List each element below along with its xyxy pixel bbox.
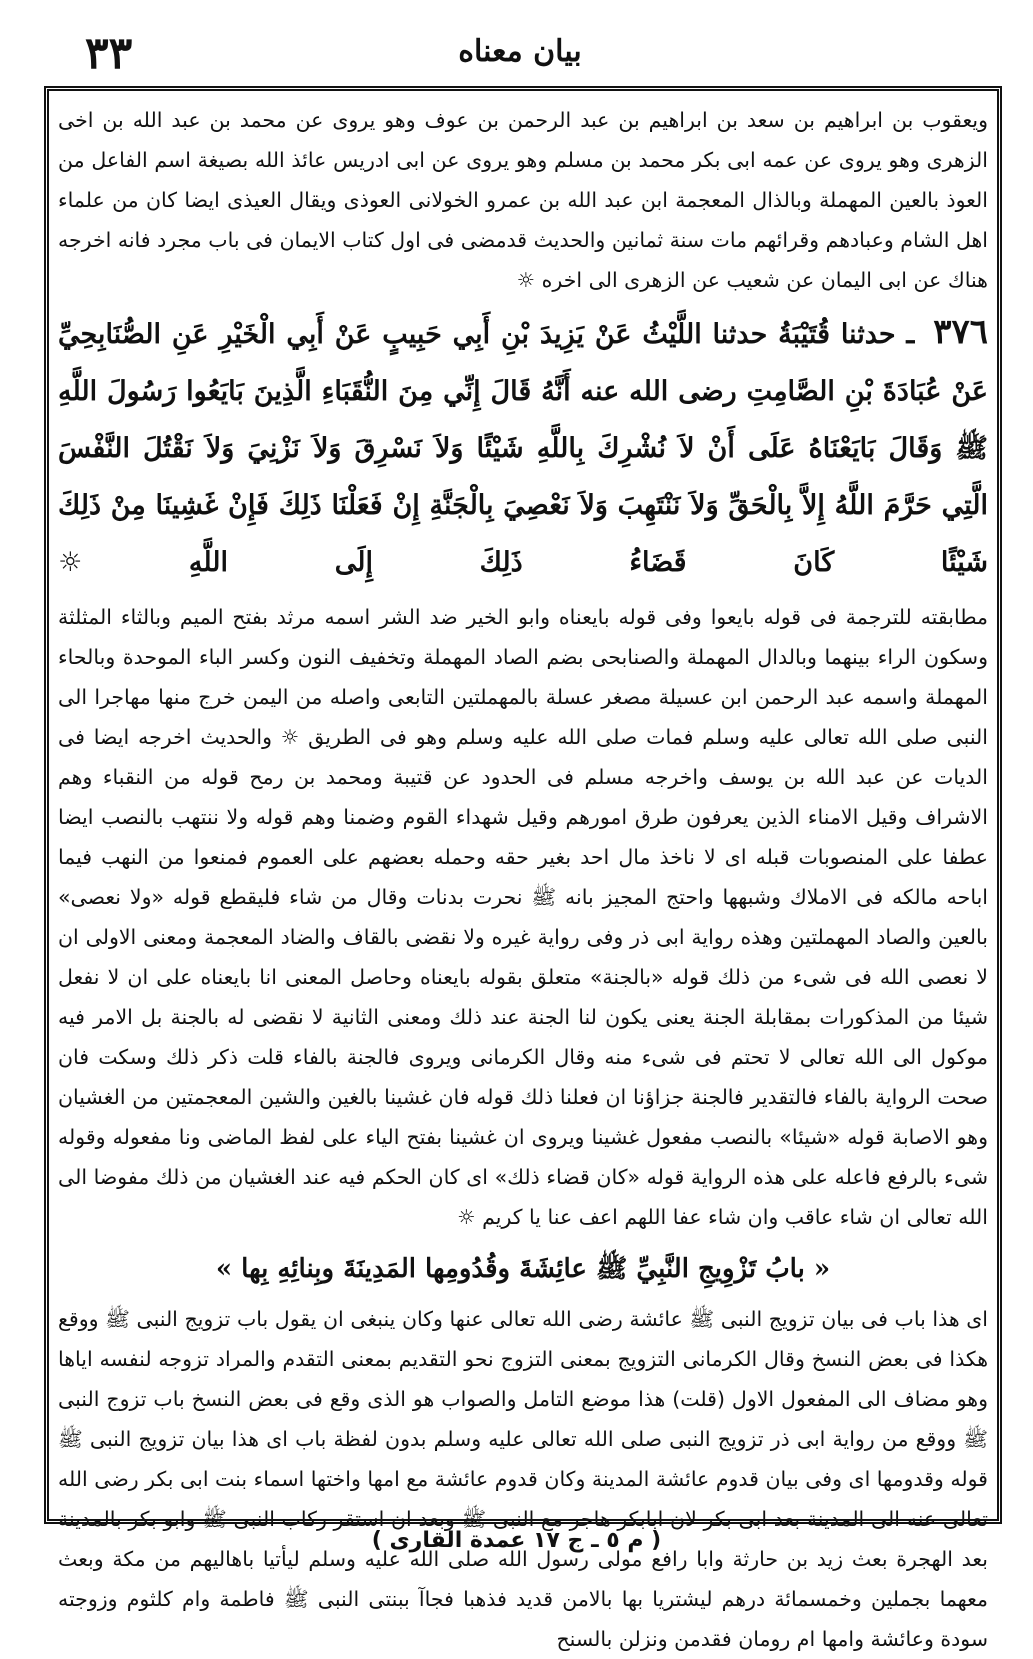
page-body (58, 100, 988, 1659)
page-number: ٣٣ (85, 28, 133, 79)
hadith-text: ـ حدثنا قُتَيْبَةُ حدثنا اللَّيْثُ عَنْ يَزِيدَ بْنِ أَبِي حَبِيبٍ عَنْ أَبِي الْخَيْرِ عَنِ الصُّنَابِحِيِّ عَنْ عُبَادَةَ بْنِ الصَّامِتِ رضى الله عنه أَنَّهُ قَالَ إِنِّي مِنَ النُّقَبَاءِ الَّذِينَ بَايَعُوا رَسُولَ اللَّهِ ﷺ وَقَالَ بَايَعْنَاهُ عَلَى أَنْ لاَ نُشْرِكَ بِاللَّهِ شَيْئًا وَلاَ نَسْرِقَ وَلاَ نَزْنِيَ وَلاَ نَقْتُلَ النَّفْسَ الَّتِي حَرَّمَ اللَّهُ إِلاَّ بِالْحَقِّ وَلاَ نَنْتَهِبَ وَلاَ نَعْصِيَ بِالْجَنَّةِ إِنْ فَعَلْنَا ذَلِكَ فَإِنْ غَشِينَا مِنْ ذَلِكَ شَيْئًا كَانَ قَضَاءُ ذَلِكَ إِلَى اللَّهِ ☼ (58, 319, 988, 578)
commentary-paragraph-1: ويعقوب بن ابراهيم بن سعد بن ابراهيم بن عبد الرحمن بن عوف وهو يروى عن محمد بن عبد الله بن اخى الزهرى وهو يروى عن عمه ابى بكر محمد بن مسلم وهو يروى عن ابى ادريس عائذ الله بصيغة اسم الفاعل من العوذ بالعين المهملة وبالذال المعجمة ابن عبد الله بن عمرو الخولانى العوذى ويقال العيذى ايضا كان من علماء اهل الشام وعبادهم وقرائهم مات سنة ثمانين والحديث قدمضى فى اول كتاب الايمان فى باب مجرد فانه اخرجه هناك عن ابى اليمان عن شعيب عن الزهرى الى اخره ☼ (58, 108, 988, 292)
running-title: بيان معناه (458, 34, 582, 69)
commentary-paragraph-3: اى هذا باب فى بيان تزويج النبى ﷺ عائشة رضى الله تعالى عنها وكان ينبغى ان يقول باب تزويج النبى ﷺ ووقع هكذا فى بعض النسخ وقال الكرمانى التزويج بمعنى التزوج نحو التقديم بمعنى التقدم والمراد تزوجه لنفسه اياها وهو مضاف الى المفعول الاول (قلت) هذا موضع التامل والصواب هو الذى وقع فى بعض النسخ باب تزوج النبى ﷺ ووقع من رواية ابى ذر تزويج النبى صلى الله تعالى عليه وسلم بدون لفظة باب اى هذا بيان تزويج النبى ﷺ قوله وقدومها اى وفى بيان قدوم عائشة المدينة وكان قدوم عائشة مع امها واختها اسماء بنت ابى بكر رضى الله تعالى عنه الى المدينة بعد ابى بكر لان ابابكر هاجر مع النبى ﷺ وبعد ان استقر ركاب النبى ﷺ وابو بكر بالمدينة بعد الهجرة بعث زيد بن حارثة وابا رافع مولى رسول الله صلى الله عليه وسلم ليأتيا باهاليهم من مكة وبعث معهما بجملين وخمسمائة درهم ليشتريا بها بالامن قديد فذهبا فجاآ ببنتى النبى ﷺ فاطمة وام كلثوم وزوجته سودة وعائشة وامها ام رومان فقدمن ونزلن بالسنح (58, 1307, 988, 1651)
hadith-number: ٣٧٦ (933, 312, 988, 352)
chapter-heading: « بابُ تَزْوِيجِ النَّبِيِّ ﷺ عائِشَةَ وقُدُومِها المَدِينَةَ وبِنائِهِ بِها » (215, 1254, 831, 1284)
page-footer: ( م ٥ ـ ج ١٧ عمدة القارى ) (371, 1528, 662, 1553)
page-header (40, 28, 1000, 83)
hadith-block (58, 304, 988, 591)
commentary-paragraph-2: مطابقته للترجمة فى قوله بايعوا وفى قوله بايعناه وابو الخير ضد الشر اسمه مرثد بفتح الميم وبالثاء المثلثة وسكون الراء بينهما وبالدال المهملة والصنابحى بضم الصاد المهملة وتخفيف النون وكسر الباء الموحدة وبالحاء المهملة واسمه عبد الرحمن ابن عسيلة مصغر عسلة بالمهملتين التابعى واصله من اليمن خرج منها مهاجرا الى النبى صلى الله تعالى عليه وسلم فمات صلى الله عليه وسلم وهو فى الطريق ☼ والحديث اخرجه ايضا فى الديات عن عبد الله بن يوسف واخرجه مسلم فى الحدود عن قتيبة ومحمد بن رمح قوله من النقباء وهم الاشراف وقيل الامناء الذين يعرفون طرق امورهم وقيل شهداء القوم وضمنا وهم قوله ولا ننتهب بالنصب ايضا عطفا على المنصوبات قبله اى لا ناخذ مال احد بغير حقه وحمله بعضهم على العموم فمنعوا من النهب فيما اباحه مالكه فى الاملاك وشبهها واحتج المجيز بانه ﷺ نحرت بدنات وقال من شاء فليقطع قوله «ولا نعصى» بالعين والصاد المهملتين وهذه رواية ابى ذر وفى رواية غيره ولا نقضى بالقاف والضاد المعجمة ومعنى الاولى ان لا نعصى الله فى شىء من ذلك قوله «بالجنة» متعلق بقوله بايعناه وحاصل المعنى انا بايعناه على ان لا نفعل شيئا من المذكورات بمقابلة الجنة يعنى يكون لنا الجنة عند ذلك ومعنى الثانية لا نقضى له بالجنة بل الامر فيه موكول الى الله تعالى لا تحتم فى شىء منه وقال الكرمانى ويروى فالجنة بالفاء قلت ذكر ذلك وسكت فان صحت الرواية بالفاء فالتقدير فالجنة جزاؤنا ان فعلنا ذلك قوله فان غشينا بالغين والشين المعجمتين من الغشيان وهو الاصابة قوله «شيئا» بالنصب مفعول غشينا ويروى ان غشينا بفتح الياء على لفظ الماضى ونا مفعوله وقوله شىء بالرفع فاعله على هذه الرواية قوله «كان قضاء ذلك» اى كان الحكم فيه عند الغشيان من ذلك مفوضا الى الله تعالى ان شاء عاقب وان شاء عفا اللهم اعف عنا يا كريم ☼ (58, 605, 988, 1229)
